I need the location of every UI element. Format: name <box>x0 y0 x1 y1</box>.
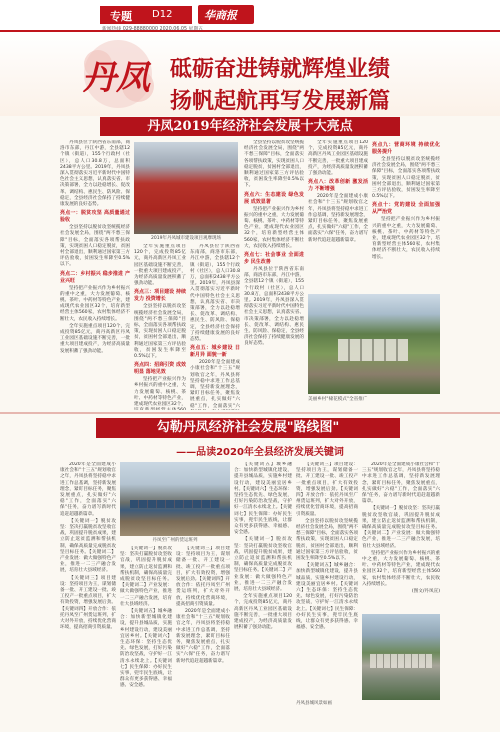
body-paragraph: 【关键词一】脱贫攻坚：坚决打赢脱贫攻坚收官战，巩固提升脱贫成果，建立防止返贫监测和帮扶机制，确保高质量完成脱贫攻坚目标任务。【关键词二】产业发展：做大做强特色产业，推进一二三产融合发展，培育壮大县域经济。 <box>120 546 172 607</box>
body-paragraph: 全县坚持以脱贫攻坚统揽经济社会发展全局，围绕"两不愁三保障"目标，全面落实各项帮扶政策，实现贫困人口稳定脱贫，贫困村全部退出，顺利通过国家第三方评估验收，贫困发生率降至0.5%以下。 <box>244 140 304 189</box>
city-construction-photo <box>134 142 238 234</box>
body-paragraph: 全县坚持以脱贫攻坚统揽经济社会发展全局，围绕"两不愁三保障"目标，全面落实各项帮扶政策，实现贫困人口稳定脱贫，贫困村全部退出，顺利通过国家第三方评估验收，贫困发生率降至0.5%以下。 <box>296 518 358 562</box>
newspaper-logo: 华商报 <box>198 5 254 24</box>
column-11 <box>296 462 358 662</box>
body-paragraph: 坚持把产业振兴作为乡村振兴的重中之重，大力发展葡萄、核桃、茶叶、中药材等特色产业，建成现代农业园区32个，培育新型经营主体560家，农村集体经济不断壮大，农民收入持续增长。 <box>362 550 440 587</box>
page-number: D12 <box>152 9 173 20</box>
subhead: 亮点二：乡村振兴 稳步推进 产业兴旺 <box>60 270 130 284</box>
body-paragraph: 【关键词三】项目建设：坚持项目为王，谋划储备一批、开工建设一批、竣工投产一批重点项目，扩大有效投资，增强发展后劲。【关键词四】开放合作：依托丹凤至广州货运班列，扩大对外开放，持续优化营商环境，提高招商引资质量。 <box>176 546 230 607</box>
column-1 <box>60 140 130 410</box>
column-6 <box>372 140 440 290</box>
section1-banner: 丹凤2019年经济社会发展十大亮点 <box>100 117 400 136</box>
body-paragraph: 全年实施重点项目120个，完成投资85亿元，商丹高新区丹凤工业园区基础设施不断完善，一批重大项目建成投产，为经济高质量发展积蓄了强劲动能。 <box>60 323 130 354</box>
column-8 <box>120 546 172 706</box>
column-9 <box>176 546 230 706</box>
body-paragraph: 【关键词一】脱贫攻坚：坚决打赢脱贫攻坚收官战，巩固提升脱贫成果，建立防止返贫监测和帮扶机制，确保高质量完成脱贫攻坚目标任务。【关键词二】产业发展：做大做强特色产业，推进一二三产融合发展，培育壮大县域经济。 <box>234 537 292 593</box>
body-paragraph: 全县坚持以脱贫攻坚统揽经济社会发展全局，围绕"两不愁三保障"目标，全面落实各项帮扶政策，实现贫困人口稳定脱贫，贫困村全部退出，顺利通过国家第三方评估验收，贫困发生率降至0.5%以下。 <box>134 304 186 360</box>
column-5 <box>308 140 368 290</box>
photo-caption: 丹凤至广州的货运班列 <box>152 538 198 543</box>
dateline: 新闻热线 029-88880000 2020.06.05 星期五 <box>102 27 203 32</box>
county-scenery-photo <box>362 614 440 700</box>
freight-train-photo <box>120 462 230 536</box>
body-paragraph: 【关键词一】脱贫攻坚：坚决打赢脱贫攻坚收官战，巩固提升脱贫成果，建立防止返贫监测和帮扶机制，确保高质量完成脱贫攻坚目标任务。【关键词二】产业发展：做大做强特色产业，推进一二三产融合发展，培育壮大县域经济。 <box>362 506 440 549</box>
section-tab <box>100 6 192 24</box>
masthead <box>0 32 500 116</box>
body-paragraph: 全县坚持以脱贫攻坚统揽经济社会发展全局，围绕"两不愁三保障"目标，全面落实各项帮扶政策，实现贫困人口稳定脱贫，贫困村全部退出，顺利通过国家第三方评估验收，贫困发生率降至0.5%以下。 <box>372 157 440 200</box>
body-paragraph: 【关键词五】城乡融合：加快新型城镇化建设，提升县城品质，实施乡村建设行动，建设美丽宜居乡村。【关键词六】生态环保：坚持生态优先、绿色发展，打好污染防治攻坚战，守护好一江清水永续北上。【关键词七】民生保障：办好民生实事，兜牢民生底线，让群众有更多获得感、幸福感、安全感。 <box>296 563 358 631</box>
village-photo <box>308 294 440 394</box>
main-headline-2: 扬帆起航再写发展新篇 <box>170 88 391 114</box>
main-headline-1: 砥砺奋进铸就辉煌业绩 <box>170 56 391 82</box>
section-label: 专题 <box>110 10 132 23</box>
subhead: 亮点一：脱贫攻坚 高质量通过验收 <box>60 210 130 224</box>
column-10 <box>234 462 292 706</box>
body-paragraph: 2020年是全面建成小康社会和"十三五"规划收官之年，丹凤县将坚持稳中求进工作总基调，坚持新发展理念，紧盯目标任务，聚焦发展重点，扎实做好"六稳"工作，全面落实"六保"任务，奋力谱写新时代追赶超越新篇章。 <box>308 194 368 243</box>
body-paragraph: 丹凤县位于陕西省东南部，商洛市东部，丹江中游，全县辖12个镇（街道），155个行政村（社区），总人口30.8万，总面积2438平方公里。2019年，丹凤县深入贯彻落实习近平新时代中国特色社会主义思想，认真落实省、市决策部署，全力以赴稳增长、促改革、调结构、惠民生、防风险、保稳定，全县经济社会保持了持续健康发展的良好态势。 <box>244 267 304 347</box>
county-logo-text: 丹凤 <box>82 58 150 98</box>
section2-banner: 勾勒丹凤经济社会发展"路线图" <box>96 418 400 438</box>
subhead: 亮点七：社会事业 全面进步 民生改善 <box>244 252 304 266</box>
body-paragraph: 丹凤县位于陕西省东南部，商洛市东部，丹江中游，全县辖12个镇（街道），155个行政村（社区），总人口30.8万，总面积2438平方公里。2019年，丹凤县深入贯彻落实习近平新时代中国特色社会主义思想，认真落实省、市决策部署，全力以赴稳增长、促改革、调结构、惠民生、防风险、保稳定，全县经济社会保持了持续健康发展的良好态势。 <box>190 244 240 343</box>
column-7 <box>60 462 116 706</box>
body-paragraph: 全年实施重点项目120个，完成投资85亿元，商丹高新区丹凤工业园区基础设施不断完善，一批重大项目建成投产，为经济高质量发展积蓄了强劲动能。 <box>308 140 368 177</box>
body-paragraph: 坚持把产业振兴作为乡村振兴的重中之重，大力发展葡萄、核桃、茶叶、中药材等特色产业，建成现代农业园区32个，培育新型经营主体560家，农村集体经济不断壮大，农民收入持续增长。 <box>244 206 304 249</box>
body-paragraph: 2020年是全面建成小康社会和"十三五"规划收官之年，丹凤县将坚持稳中求进工作总基调，坚持新发展理念，紧盯目标任务，聚焦发展重点，扎实做好"六稳"工作，全面落实"六保"任务，奋力谱写新时代追赶超越新篇章。 <box>60 462 116 517</box>
column-2 <box>134 244 186 410</box>
column-4 <box>244 140 304 410</box>
body-paragraph: 【关键词一】脱贫攻坚：坚决打赢脱贫攻坚收官战，巩固提升脱贫成果，建立防止返贫监测和帮扶机制，确保高质量完成脱贫攻坚目标任务。【关键词二】产业发展：做大做强特色产业，推进一二三产融合发展，培育壮大县域经济。 <box>60 518 116 574</box>
body-paragraph: 全年实施重点项目120个，完成投资85亿元，商丹高新区丹凤工业园区基础设施不断完善，一批重大项目建成投产，为经济高质量发展积蓄了强劲动能。 <box>134 244 186 287</box>
page-header <box>0 0 500 32</box>
photo-caption: 丹凤县城风景如画 <box>296 701 332 706</box>
body-paragraph: 2020年是全面建成小康社会和"十三五"规划收官之年，丹凤县将坚持稳中求进工作总基调，坚持新发展理念，紧盯目标任务，聚焦发展重点，扎实做好"六稳"工作，全面落实"六保"任务，奋力谱写新时代追赶超越新篇章。 <box>362 462 440 505</box>
subhead: 亮点五：城乡建设 日新月异 面貌一新 <box>190 345 240 359</box>
body-paragraph: 【关键词三】项目建设：坚持项目为王，谋划储备一批、开工建设一批、竣工投产一批重点项目，扩大有效投资，增强发展后劲。【关键词四】开放合作：依托丹凤至广州货运班列，扩大对外开放，持续优化营商环境，提高招商引资质量。 <box>296 462 358 517</box>
photo-caption: 2019年丹凤城市建设项目观摩现场 <box>151 236 221 241</box>
section2-subtitle: ——品读2020年全县经济发展关键词 <box>176 447 344 458</box>
subhead: 亮点八：改革创新 激发活力 不断增强 <box>308 179 368 193</box>
body-paragraph: 坚持把产业振兴作为乡村振兴的重中之重，大力发展葡萄、核桃、茶叶、中药材等特色产业，建成现代农业园区32个，培育新型经营主体560家，农村集体经济不断壮大，农民收入持续增长。 <box>372 217 440 260</box>
body-paragraph: 2020年是全面建成小康社会和"十三五"规划收官之年，丹凤县将坚持稳中求进工作总基调，坚持新发展理念，紧盯目标任务，聚焦发展重点，扎实做好"六稳"工作，全面落实"六 <box>190 360 240 409</box>
body-paragraph: 【关键词三】项目建设：坚持项目为王，谋划储备一批、开工建设一批、竣工投产一批重点项目，扩大有效投资，增强发展后劲。【关键词四】开放合作：依托丹凤至广州货运班列，扩大对外开放，持续优化营商环境，提高招商引资质量。 <box>60 575 116 631</box>
body-paragraph: 全年实施重点项目120个，完成投资85亿元，商丹高新区丹凤工业园区基础设施不断完善，一批重大项目建成投产，为经济高质量发展积蓄了强劲动能。 <box>234 594 292 631</box>
subhead: 亮点三：项目建设 持续发力 投资增长 <box>134 289 186 303</box>
subhead: 亮点六：生态建设 绿色发展 成效显著 <box>244 191 304 205</box>
body-paragraph: 2020年是全面建成小康社会和"十三五"规划收官之年，丹凤县将坚持稳中求进工作总基调，坚持新发展理念，紧盯目标任务，聚焦发展重点，扎实做好"六稳"工作，全面落实"六保"任务，奋力谱写新时代追赶超越新篇章。 <box>176 609 230 664</box>
body-paragraph: 坚持把产业振兴作为乡村振兴的重中之重，大力发展葡萄、核桃、茶叶、中药材等特色产业，建成现代农业园区32个，培育新型经营主体560家，农村集体经济不断壮大，农民收入持续增长。 <box>60 285 130 322</box>
subhead: 亮点十：党的建设 全面加强 从严治党 <box>372 202 440 216</box>
photo-caption: 美丽乡村"棣花模式"全省推广 <box>308 397 368 402</box>
body-paragraph: 【关键词五】城乡融合：加快新型城镇化建设，提升县城品质，实施乡村建设行动，建设美丽宜居乡村。【关键词六】生态环保：坚持生态优先、绿色发展，打好污染防治攻坚战，守护好一江清水永续北上。【关键词七】民生保障：办好民生实事，兜牢民生底线，让群众有更多获得感、幸福感、安全感。 <box>120 609 172 689</box>
body-paragraph: 【关键词五】城乡融合：加快新型城镇化建设，提升县城品质，实施乡村建设行动，建设美丽宜居乡村。【关键词六】生态环保：坚持生态优先、绿色发展，打好污染防治攻坚战，守护好一江清水永续北上。【关键词七】民生保障：办好民生实事，兜牢民生底线，让群众有更多获得感、幸福感、安全感。 <box>234 462 292 536</box>
column-3 <box>190 244 240 410</box>
subhead: 亮点四：招商引资 成效明显 落地见效 <box>134 362 186 376</box>
column-12 <box>362 462 440 610</box>
body-paragraph: 坚持把产业振兴作为乡村振兴的重中之重，大力发展葡萄、核桃、茶叶、中药材等特色产业，建成现代农业园区32个， <box>134 377 186 408</box>
byline: (图文/丹凤宣) <box>411 589 440 595</box>
body-paragraph: 丹凤县位于陕西省东南部，商洛市东部，丹江中游，全县辖12个镇（街道），155个行政村（社区），总人口30.8万，总面积2438平方公里。2019年，丹凤县深入贯彻落实习近平新时代中国特色社会主义思想，认真落实省、市决策部署，全力以赴稳增长、促改革、调结构、惠民生、防风险、保稳定，全县经济社会保持了持续健康发展的良好态势。 <box>60 140 130 208</box>
subhead: 亮点九：营商环境 持续优化 服务提升 <box>372 142 440 155</box>
divider <box>0 412 500 414</box>
body-paragraph: 全县坚持以脱贫攻坚统揽经济社会发展全局，围绕"两不愁三保障"目标，全面落实各项帮扶政策，实现贫困人口稳定脱贫，贫困村全部退出，顺利通过国家第三方评估验收，贫困发生率降至0.5%以下。 <box>60 225 130 268</box>
